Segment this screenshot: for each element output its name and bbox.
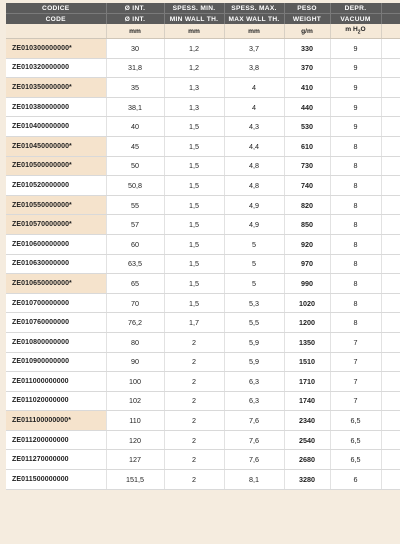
cell-vacuum: 9 (330, 117, 381, 137)
cell-max-wall: 4,3 (224, 117, 284, 137)
cell-code: ZE011100000000* (6, 411, 106, 431)
cell-min-wall: 2 (164, 332, 224, 352)
cell-min-wall: 1,5 (164, 195, 224, 215)
cell-weight: 2680 (284, 450, 330, 470)
cell-vacuum: 8 (330, 215, 381, 235)
cell-min-wall: 1,5 (164, 293, 224, 313)
cell-extra (381, 97, 400, 117)
cell-extra (381, 215, 400, 235)
cell-vacuum: 7 (330, 352, 381, 372)
cell-code: ZE010400000000 (6, 117, 106, 137)
cell-extra (381, 274, 400, 294)
cell-int-diameter: 76,2 (106, 313, 164, 333)
cell-int-diameter: 102 (106, 391, 164, 411)
cell-extra (381, 411, 400, 431)
cell-weight: 990 (284, 274, 330, 294)
cell-int-diameter: 90 (106, 352, 164, 372)
header-max-wall-it: SPESS. MAX. (224, 3, 284, 14)
cell-code: ZE010500000000* (6, 156, 106, 176)
cell-code: ZE010380000000 (6, 97, 106, 117)
cell-code: ZE011000000000 (6, 372, 106, 392)
table-row (6, 136, 400, 156)
page-bottom-margin (0, 502, 400, 544)
cell-max-wall: 7,6 (224, 411, 284, 431)
unit-vacuum-tail: O (360, 26, 366, 34)
cell-weight: 820 (284, 195, 330, 215)
table-row (6, 215, 400, 235)
cell-int-diameter: 60 (106, 234, 164, 254)
cell-extra (381, 254, 400, 274)
cell-max-wall: 5 (224, 254, 284, 274)
cell-max-wall: 7,6 (224, 430, 284, 450)
cell-vacuum: 8 (330, 176, 381, 196)
unit-int-diameter: mm (106, 24, 164, 39)
cell-min-wall: 2 (164, 450, 224, 470)
cell-extra (381, 293, 400, 313)
cell-extra (381, 313, 400, 333)
cell-code: ZE010800000000 (6, 332, 106, 352)
cell-max-wall: 4,9 (224, 195, 284, 215)
cell-max-wall: 7,6 (224, 450, 284, 470)
cell-weight: 610 (284, 136, 330, 156)
table-row (6, 450, 400, 470)
cell-min-wall: 1,5 (164, 176, 224, 196)
cell-vacuum: 9 (330, 58, 381, 78)
cell-code: ZE011270000000 (6, 450, 106, 470)
table-row (6, 372, 400, 392)
cell-extra (381, 430, 400, 450)
cell-min-wall: 1,2 (164, 58, 224, 78)
cell-int-diameter: 35 (106, 78, 164, 98)
cell-extra (381, 372, 400, 392)
header-min-wall-it: SPESS. MIN. (164, 3, 224, 14)
unit-vacuum-main: m H (345, 26, 358, 34)
cell-extra (381, 470, 400, 490)
cell-int-diameter: 120 (106, 430, 164, 450)
cell-extra (381, 195, 400, 215)
header-weight-en: WEIGHT (284, 14, 330, 25)
table-row (6, 293, 400, 313)
cell-max-wall: 4,9 (224, 215, 284, 235)
cell-code: ZE010300000000* (6, 39, 106, 59)
cell-int-diameter: 50 (106, 156, 164, 176)
unit-extra (381, 24, 400, 39)
cell-extra (381, 136, 400, 156)
cell-int-diameter: 63,5 (106, 254, 164, 274)
cell-vacuum: 9 (330, 97, 381, 117)
header-extra-it (381, 3, 400, 14)
table-row (6, 254, 400, 274)
table-row (6, 39, 400, 59)
cell-max-wall: 3,8 (224, 58, 284, 78)
cell-code: ZE010600000000 (6, 234, 106, 254)
cell-min-wall: 2 (164, 411, 224, 431)
cell-int-diameter: 31,8 (106, 58, 164, 78)
table-row (6, 195, 400, 215)
cell-max-wall: 4,8 (224, 156, 284, 176)
cell-int-diameter: 127 (106, 450, 164, 470)
cell-code: ZE010570000000* (6, 215, 106, 235)
cell-int-diameter: 100 (106, 372, 164, 392)
cell-max-wall: 5,9 (224, 332, 284, 352)
cell-code: ZE011200000000 (6, 430, 106, 450)
cell-code: ZE011500000000 (6, 470, 106, 490)
cell-weight: 2340 (284, 411, 330, 431)
unit-vacuum (330, 24, 381, 39)
cell-int-diameter: 45 (106, 136, 164, 156)
table-row (6, 234, 400, 254)
table-row (6, 176, 400, 196)
header-row-english (6, 14, 400, 25)
cell-min-wall: 2 (164, 372, 224, 392)
cell-vacuum: 8 (330, 136, 381, 156)
cell-min-wall: 1,5 (164, 274, 224, 294)
table-row (6, 411, 400, 431)
header-vacuum-it: DEPR. (330, 3, 381, 14)
cell-weight: 920 (284, 234, 330, 254)
cell-extra (381, 450, 400, 470)
cell-max-wall: 4,4 (224, 136, 284, 156)
table-row (6, 117, 400, 137)
cell-min-wall: 1,2 (164, 39, 224, 59)
cell-weight: 410 (284, 78, 330, 98)
cell-weight: 1350 (284, 332, 330, 352)
header-code-en: CODE (6, 14, 106, 25)
cell-weight: 1020 (284, 293, 330, 313)
cell-weight: 1510 (284, 352, 330, 372)
cell-vacuum: 7 (330, 332, 381, 352)
cell-code: ZE010320000000 (6, 58, 106, 78)
cell-min-wall: 1,5 (164, 156, 224, 176)
spec-table (6, 3, 400, 490)
cell-int-diameter: 110 (106, 411, 164, 431)
cell-int-diameter: 50,8 (106, 176, 164, 196)
cell-max-wall: 5,3 (224, 293, 284, 313)
cell-weight: 730 (284, 156, 330, 176)
cell-min-wall: 1,3 (164, 97, 224, 117)
cell-code: ZE010450000000* (6, 136, 106, 156)
cell-extra (381, 78, 400, 98)
header-int-diameter-it: Ø INT. (106, 3, 164, 14)
cell-vacuum: 6,5 (330, 430, 381, 450)
cell-weight: 3280 (284, 470, 330, 490)
cell-min-wall: 1,5 (164, 136, 224, 156)
cell-int-diameter: 38,1 (106, 97, 164, 117)
cell-code: ZE010700000000 (6, 293, 106, 313)
header-int-diameter-en: Ø INT. (106, 14, 164, 25)
cell-min-wall: 1,5 (164, 234, 224, 254)
cell-max-wall: 5,9 (224, 352, 284, 372)
table-row (6, 352, 400, 372)
header-min-wall-en: MIN WALL TH. (164, 14, 224, 25)
cell-max-wall: 4 (224, 97, 284, 117)
header-extra-en (381, 14, 400, 25)
cell-vacuum: 8 (330, 254, 381, 274)
table-row (6, 391, 400, 411)
cell-extra (381, 234, 400, 254)
cell-extra (381, 117, 400, 137)
cell-weight: 530 (284, 117, 330, 137)
cell-min-wall: 2 (164, 352, 224, 372)
cell-min-wall: 2 (164, 391, 224, 411)
cell-weight: 1740 (284, 391, 330, 411)
cell-code: ZE010550000000* (6, 195, 106, 215)
header-code-it: CODICE (6, 3, 106, 14)
cell-weight: 330 (284, 39, 330, 59)
cell-weight: 850 (284, 215, 330, 235)
cell-weight: 2540 (284, 430, 330, 450)
cell-vacuum: 6,5 (330, 411, 381, 431)
cell-int-diameter: 80 (106, 332, 164, 352)
cell-max-wall: 6,3 (224, 391, 284, 411)
cell-extra (381, 156, 400, 176)
table-row (6, 78, 400, 98)
cell-max-wall: 5 (224, 234, 284, 254)
cell-code: ZE010650000000* (6, 274, 106, 294)
cell-vacuum: 8 (330, 234, 381, 254)
cell-int-diameter: 65 (106, 274, 164, 294)
cell-weight: 1710 (284, 372, 330, 392)
unit-min-wall: mm (164, 24, 224, 39)
cell-int-diameter: 57 (106, 215, 164, 235)
cell-max-wall: 3,7 (224, 39, 284, 59)
unit-vacuum-sub: 2 (357, 29, 361, 36)
header-weight-it: PESO (284, 3, 330, 14)
table-body (6, 39, 400, 490)
cell-vacuum: 7 (330, 391, 381, 411)
table-row (6, 274, 400, 294)
cell-vacuum: 8 (330, 293, 381, 313)
cell-weight: 370 (284, 58, 330, 78)
cell-code: ZE010520000000 (6, 176, 106, 196)
cell-max-wall: 4 (224, 78, 284, 98)
cell-weight: 440 (284, 97, 330, 117)
table-row (6, 430, 400, 450)
unit-max-wall: mm (224, 24, 284, 39)
cell-vacuum: 8 (330, 156, 381, 176)
table-row (6, 58, 400, 78)
table-header (6, 3, 400, 39)
cell-weight: 1200 (284, 313, 330, 333)
cell-max-wall: 5,5 (224, 313, 284, 333)
cell-code: ZE010630000000 (6, 254, 106, 274)
cell-int-diameter: 30 (106, 39, 164, 59)
cell-max-wall: 5 (224, 274, 284, 294)
cell-extra (381, 332, 400, 352)
header-vacuum-en: VACUUM (330, 14, 381, 25)
cell-int-diameter: 151,5 (106, 470, 164, 490)
cell-max-wall: 4,8 (224, 176, 284, 196)
cell-extra (381, 352, 400, 372)
cell-max-wall: 6,3 (224, 372, 284, 392)
cell-max-wall: 8,1 (224, 470, 284, 490)
cell-extra (381, 58, 400, 78)
cell-extra (381, 39, 400, 59)
cell-weight: 970 (284, 254, 330, 274)
table-row (6, 332, 400, 352)
cell-vacuum: 9 (330, 39, 381, 59)
table-row (6, 470, 400, 490)
cell-int-diameter: 40 (106, 117, 164, 137)
cell-min-wall: 1,5 (164, 215, 224, 235)
table-row (6, 156, 400, 176)
cell-min-wall: 1,7 (164, 313, 224, 333)
table-row (6, 97, 400, 117)
cell-extra (381, 391, 400, 411)
cell-vacuum: 6,5 (330, 450, 381, 470)
cell-code: ZE010900000000 (6, 352, 106, 372)
cell-min-wall: 1,5 (164, 254, 224, 274)
cell-vacuum: 6 (330, 470, 381, 490)
unit-weight: g/m (284, 24, 330, 39)
cell-code: ZE011020000000 (6, 391, 106, 411)
cell-vacuum: 8 (330, 195, 381, 215)
header-row-italian (6, 3, 400, 14)
header-max-wall-en: MAX WALL TH. (224, 14, 284, 25)
cell-min-wall: 1,3 (164, 78, 224, 98)
cell-int-diameter: 70 (106, 293, 164, 313)
cell-vacuum: 9 (330, 78, 381, 98)
cell-min-wall: 2 (164, 430, 224, 450)
cell-vacuum: 7 (330, 372, 381, 392)
cell-code: ZE010350000000* (6, 78, 106, 98)
cell-extra (381, 176, 400, 196)
table-row (6, 313, 400, 333)
cell-int-diameter: 55 (106, 195, 164, 215)
cell-weight: 740 (284, 176, 330, 196)
cell-vacuum: 8 (330, 313, 381, 333)
cell-min-wall: 2 (164, 470, 224, 490)
cell-code: ZE010760000000 (6, 313, 106, 333)
units-row (6, 24, 400, 39)
cell-min-wall: 1,5 (164, 117, 224, 137)
cell-vacuum: 8 (330, 274, 381, 294)
unit-code (6, 24, 106, 39)
